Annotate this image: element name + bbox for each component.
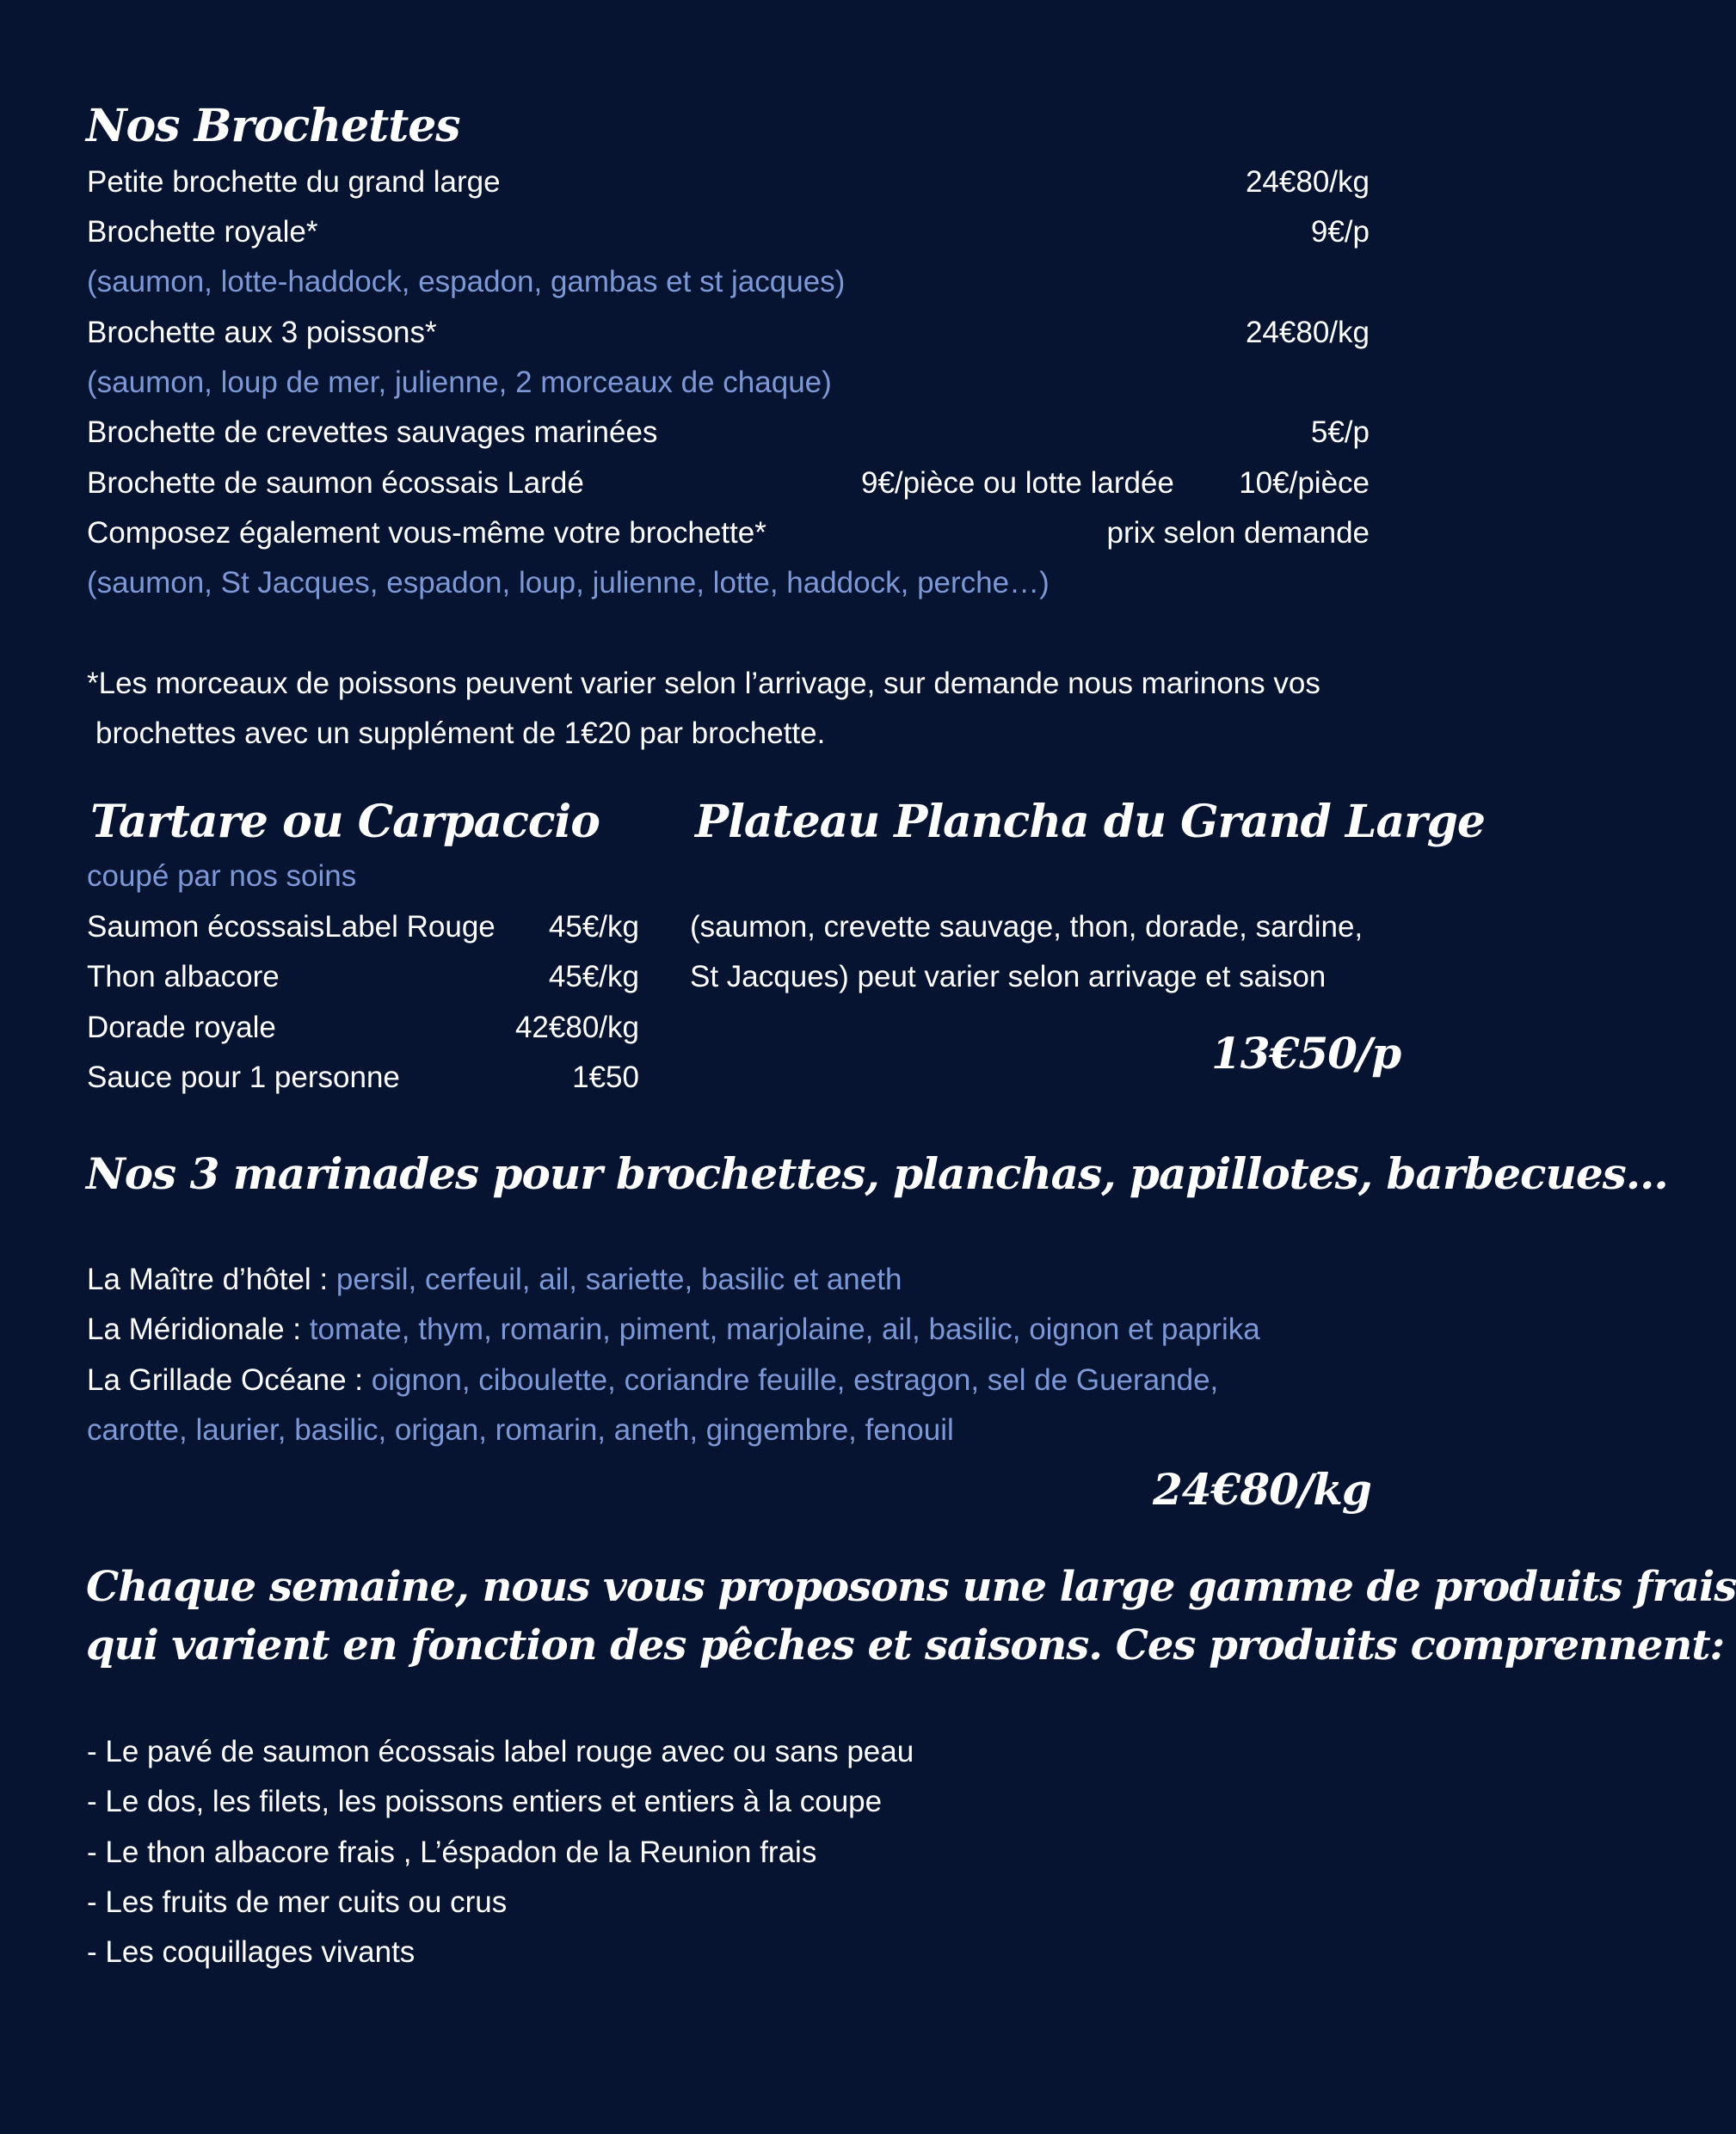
marinade-ingredients: oignon, ciboulette, coriandre feuille, estragon, sel de Guerande, bbox=[371, 1363, 1219, 1397]
weekly-title: Chaque semaine, nous vous proposons une large gamme de produits frais bbox=[86, 1563, 1736, 1611]
brochette-item-price-mid: 9€/pièce ou lotte lardée bbox=[861, 466, 1174, 500]
brochette-item-name: Brochette royale* bbox=[87, 215, 318, 249]
weekly-item: - Le dos, les filets, les poissons entiers et entiers à la coupe bbox=[87, 1785, 883, 1818]
brochette-item-name: Brochette de saumon écossais Lardé bbox=[87, 466, 584, 500]
marinade-name: La Méridionale : bbox=[87, 1313, 302, 1346]
brochettes-title: Nos Brochettes bbox=[86, 100, 460, 152]
marinade-continuation: carotte, laurier, basilic, origan, romarin, aneth, gingembre, fenouil bbox=[87, 1413, 954, 1447]
brochette-item-detail: (saumon, St Jacques, espadon, loup, julienne, lotte, haddock, perche…) bbox=[87, 566, 1050, 600]
marinade-item bbox=[87, 1356, 1218, 1405]
tartare-title: Tartare ou Carpaccio bbox=[90, 796, 600, 848]
brochette-item-detail: (saumon, lotte-haddock, espadon, gambas et st jacques) bbox=[87, 265, 846, 298]
weekly-item: - Le thon albacore frais , L’éspadon de la Reunion frais bbox=[87, 1836, 817, 1869]
brochette-item-price: 24€80/kg bbox=[1245, 165, 1370, 199]
weekly-item: - Les fruits de mer cuits ou crus bbox=[87, 1885, 508, 1919]
marinade-name: La Grillade Océane : bbox=[87, 1363, 364, 1397]
brochette-item-price: 10€/pièce bbox=[1239, 466, 1370, 500]
tartare-item-price: 45€/kg bbox=[548, 960, 639, 993]
marinade-item bbox=[87, 1255, 902, 1305]
tartare-subtitle: coupé par nos soins bbox=[87, 859, 357, 893]
brochette-item-price: 24€80/kg bbox=[1245, 316, 1370, 349]
tartare-item-name: Dorade royale bbox=[87, 1011, 276, 1044]
plateau-description: (saumon, crevette sauvage, thon, dorade, sardine, bbox=[690, 910, 1364, 944]
marinades-title: Nos 3 marinades pour brochettes, planchas, papillotes, barbecues… bbox=[86, 1148, 1668, 1199]
brochettes-note: brochettes avec un supplément de 1€20 par brochette. bbox=[95, 716, 826, 750]
plateau-price: 13€50/p bbox=[1211, 1028, 1401, 1079]
tartare-item-price: 45€/kg bbox=[548, 910, 639, 944]
tartare-item-name: Sauce pour 1 personne bbox=[87, 1061, 400, 1094]
plateau-description: St Jacques) peut varier selon arrivage et saison bbox=[690, 960, 1327, 993]
marinade-name: La Maître d’hôtel : bbox=[87, 1263, 329, 1296]
weekly-item: - Le pavé de saumon écossais label rouge avec ou sans peau bbox=[87, 1735, 914, 1768]
brochette-item-detail: (saumon, loup de mer, julienne, 2 morceaux de chaque) bbox=[87, 366, 832, 399]
plateau-title: Plateau Plancha du Grand Large bbox=[695, 796, 1486, 848]
weekly-title: qui varient en fonction des pêches et saisons. Ces produits comprennent: bbox=[86, 1621, 1725, 1670]
tartare-item-price: 42€80/kg bbox=[514, 1011, 639, 1044]
tartare-item-name: Saumon écossaisLabel Rouge bbox=[87, 910, 496, 944]
marinade-item bbox=[87, 1305, 1260, 1355]
brochette-item-name: Brochette aux 3 poissons* bbox=[87, 316, 437, 349]
brochette-item-price: prix selon demande bbox=[1106, 516, 1370, 550]
marinade-ingredients: tomate, thym, romarin, piment, marjolaine, ail, basilic, oignon et paprika bbox=[309, 1313, 1260, 1346]
tartare-item-price: 1€50 bbox=[572, 1061, 639, 1094]
marinade-ingredients: persil, cerfeuil, ail, sariette, basilic et aneth bbox=[336, 1263, 902, 1296]
tartare-item-name: Thon albacore bbox=[87, 960, 280, 993]
brochettes-note: *Les morceaux de poissons peuvent varier selon l’arrivage, sur demande nous marinons vos bbox=[87, 667, 1320, 700]
brochette-item-price: 9€/p bbox=[1310, 215, 1370, 249]
brochette-item-name: Composez également vous-même votre brochette* bbox=[87, 516, 766, 550]
marinades-price: 24€80/kg bbox=[1153, 1464, 1371, 1515]
brochette-item-price: 5€/p bbox=[1310, 415, 1370, 449]
brochette-item-name: Petite brochette du grand large bbox=[87, 165, 501, 199]
weekly-item: - Les coquillages vivants bbox=[87, 1935, 416, 1969]
brochette-item-name: Brochette de crevettes sauvages marinées bbox=[87, 415, 658, 449]
